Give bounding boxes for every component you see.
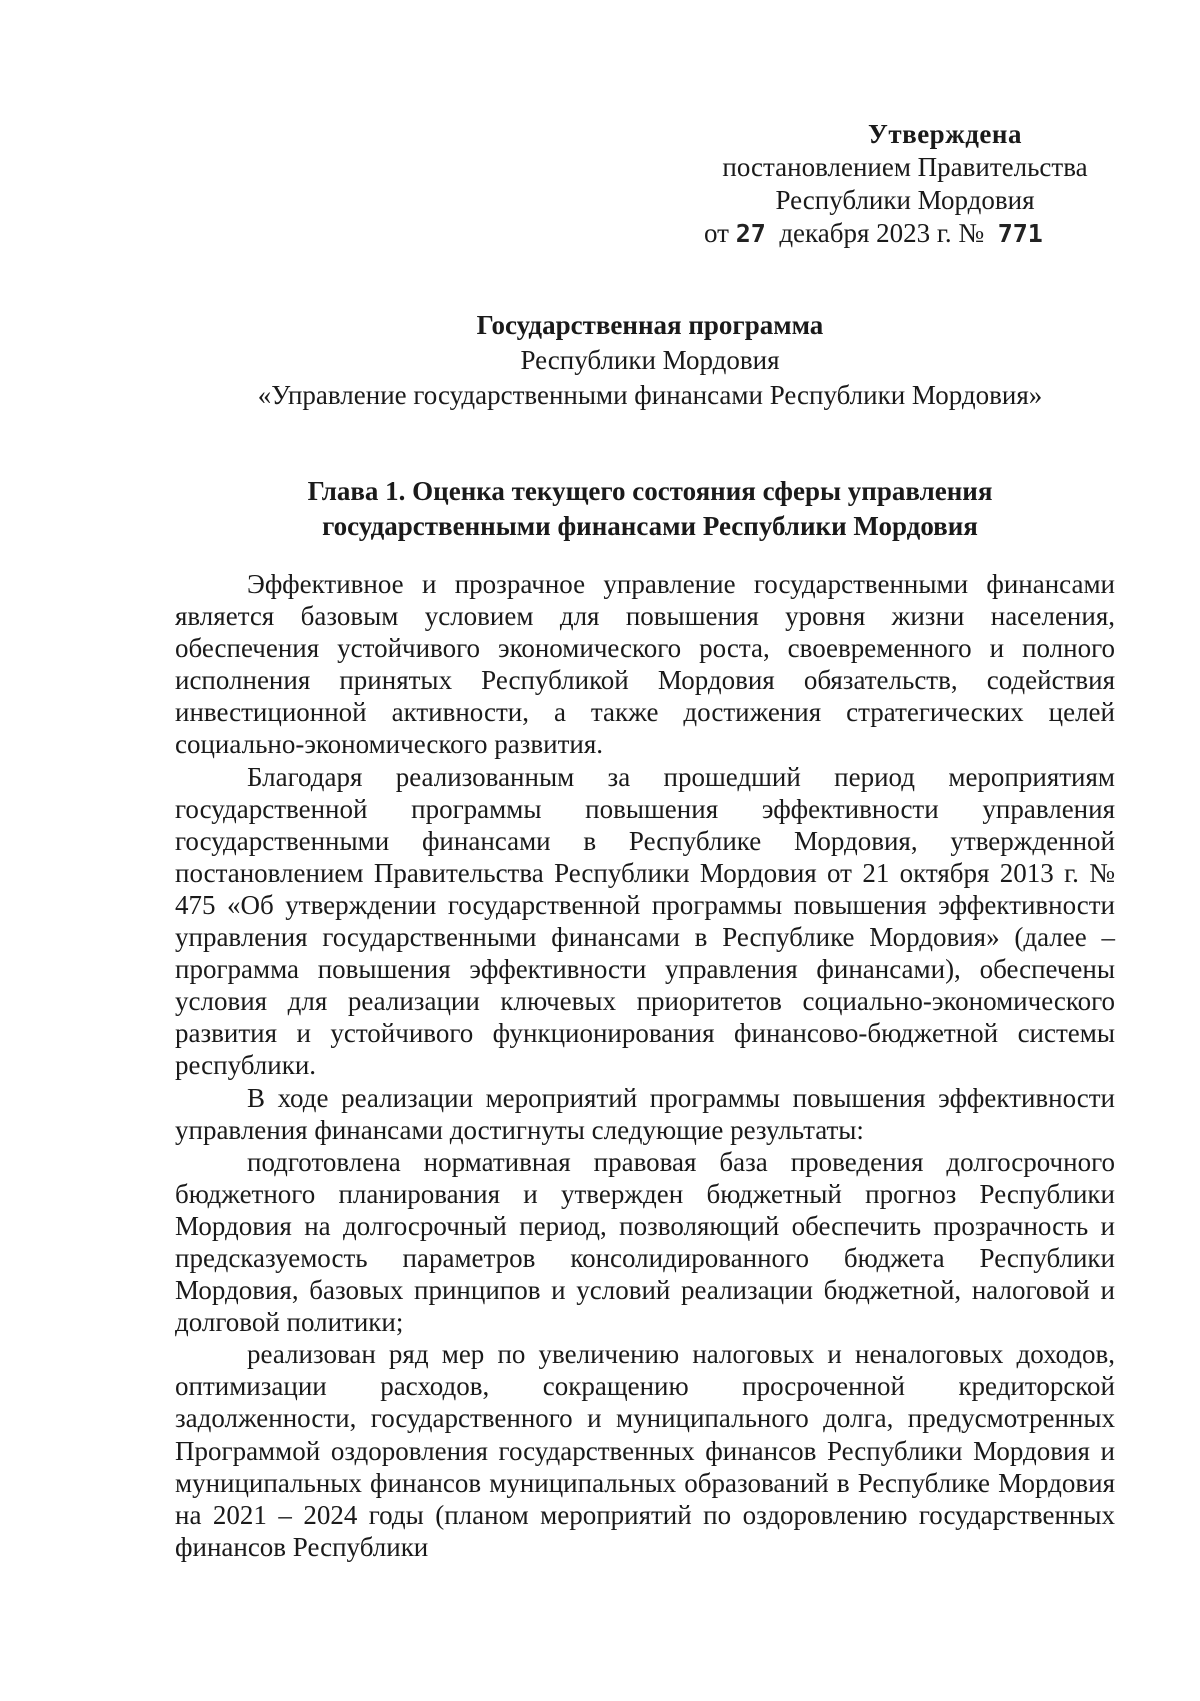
- document-body: [175, 568, 1115, 1563]
- approval-stamp: [700, 118, 1110, 250]
- approval-line-1: постановлением Правительства: [722, 152, 1088, 182]
- date-day: 27: [735, 219, 766, 248]
- approval-line-2: Республики Мордовия: [775, 185, 1035, 215]
- approval-date-line: [704, 217, 1114, 250]
- program-heading: [180, 308, 1120, 413]
- chapter-line-1: Глава 1. Оценка текущего состояния сферы управления: [307, 476, 993, 506]
- paragraph: Благодаря реализованным за прошедший период мероприятиям государственной программы повышения эффективности управления государственными финансами в Республике Мордовия, утвержденной постановлением Правительства Республики Мордовия от 21 октября 2013 г. № 475 «Об утверждении государственной программы повышения эффективности управления государственными финансами в Республике Мордовия» (далее – программа повышения эффективности управления финансами), обеспечены условия для реализации ключевых приоритетов социально-экономического развития и устойчивого функционирования финансово-бюджетной системы республики.: [175, 761, 1115, 1081]
- chapter-line-2: государственными финансами Республики Мордовия: [322, 511, 978, 541]
- program-subtitle: Республики Мордовия: [520, 345, 780, 375]
- decree-number: 771: [997, 219, 1043, 248]
- date-middle: декабря 2023 г. №: [779, 218, 985, 248]
- chapter-heading: [180, 474, 1120, 544]
- program-title: Государственная программа: [476, 310, 824, 340]
- date-prefix: от: [704, 218, 729, 248]
- approval-title: Утверждена: [868, 119, 1022, 149]
- paragraph: реализован ряд мер по увеличению налоговых и неналоговых доходов, оптимизации расходов, сокращению просроченной кредиторской задолженности, государственного и муниципального долга, предусмотренных Программой оздоровления государственных финансов Республики Мордовия и муниципальных финансов муниципальных образований в Республике Мордовия на 2021 – 2024 годы (планом мероприятий по оздоровлению государственных финансов Республики: [175, 1339, 1115, 1562]
- paragraph: подготовлена нормативная правовая база проведения долгосрочного бюджетного планирования и утвержден бюджетный прогноз Республики Мордовия на долгосрочный период, позволяющий обеспечить прозрачность и предсказуемость параметров консолидированного бюджета Республики Мордовия, базовых принципов и условий реализации бюджетной, налоговой и долговой политики;: [175, 1146, 1115, 1338]
- program-name: «Управление государственными финансами Республики Мордовия»: [257, 380, 1043, 410]
- paragraph: Эффективное и прозрачное управление государственными финансами является базовым условием для повышения уровня жизни населения, обеспечения устойчивого экономического роста, своевременного и полного исполнения принятых Республикой Мордовия обязательств, содействия инвестиционной активности, а также достижения стратегических целей социально-экономического развития.: [175, 569, 1115, 760]
- paragraph: В ходе реализации мероприятий программы повышения эффективности управления финансами достигнуты следующие результаты:: [175, 1082, 1115, 1145]
